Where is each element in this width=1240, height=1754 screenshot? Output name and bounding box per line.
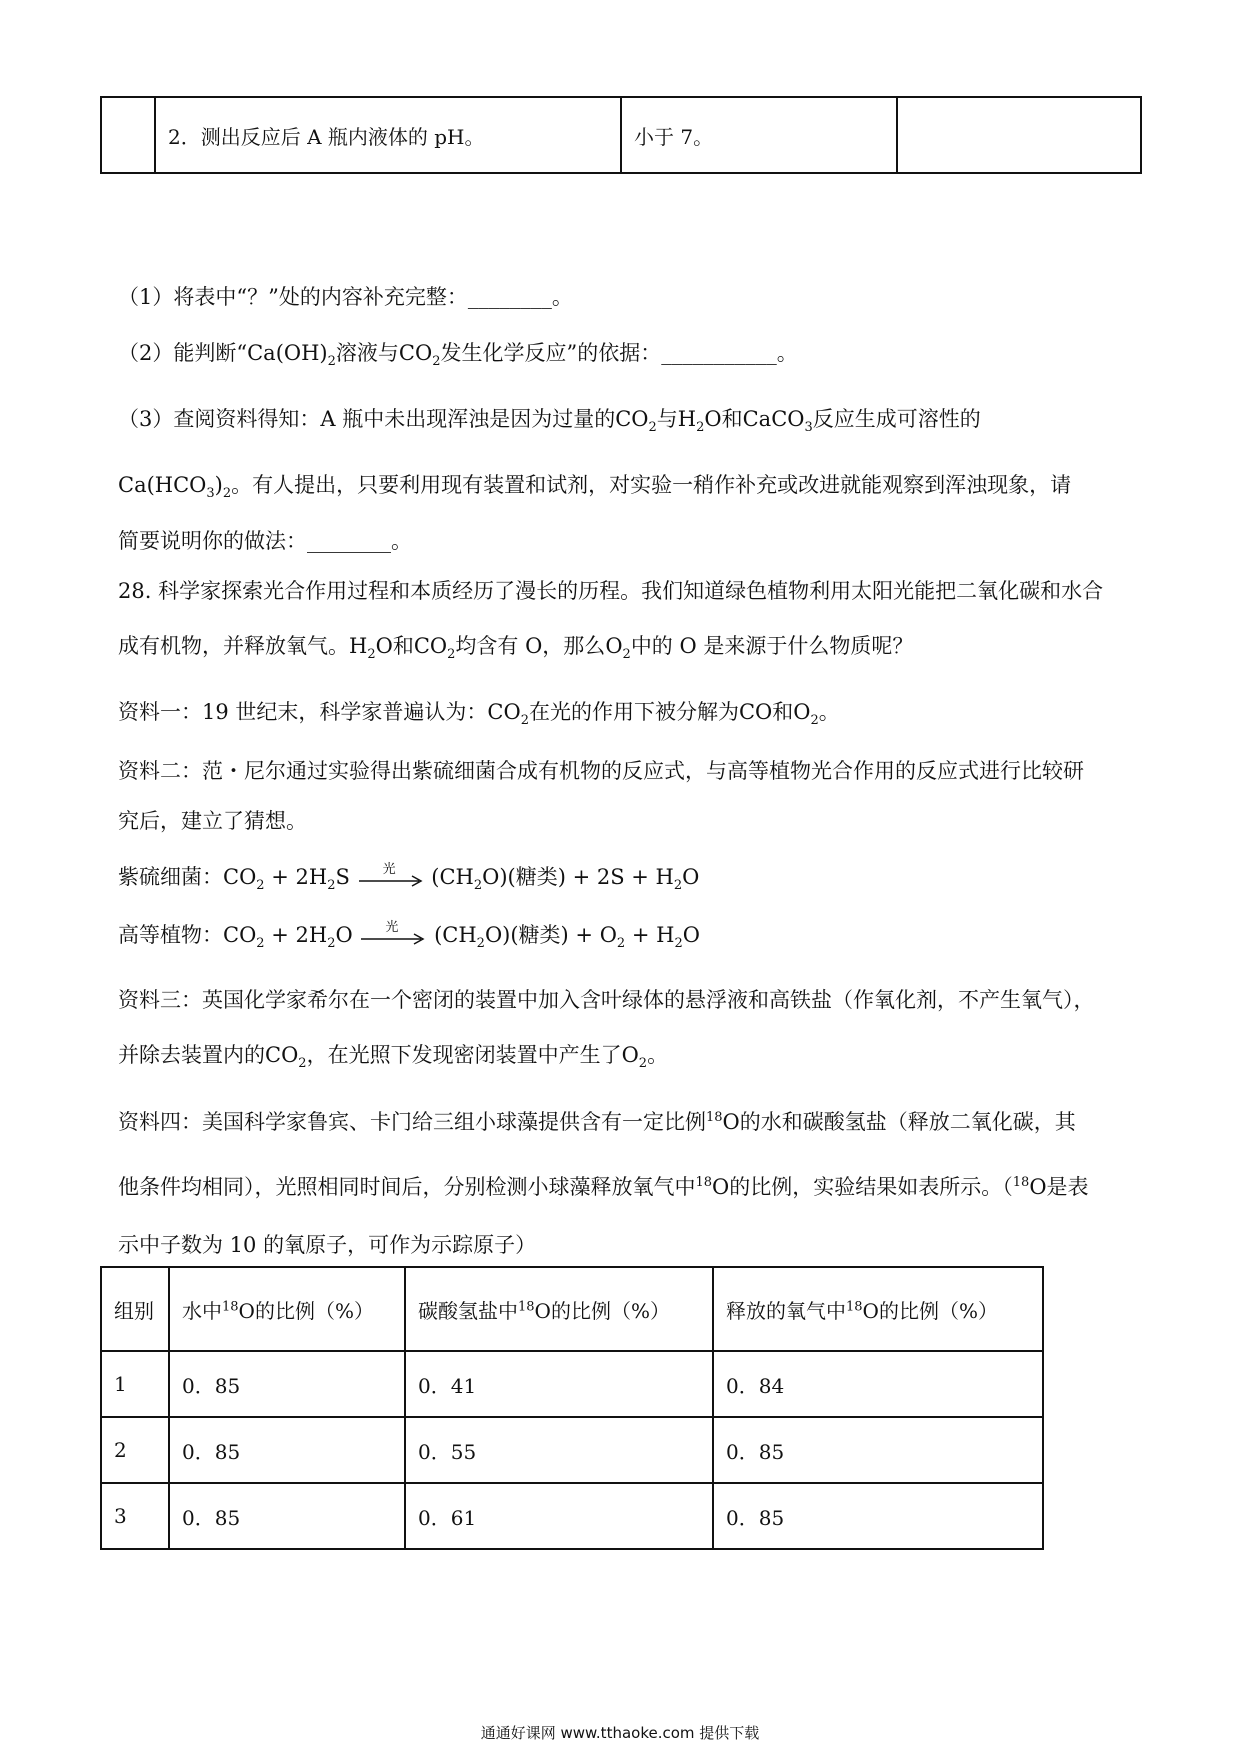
table-cell: 0．85 — [169, 1351, 405, 1417]
isotope-table — [100, 1266, 1044, 1550]
table-cell: 0．84 — [713, 1351, 1043, 1417]
table-cell — [101, 97, 155, 173]
table-cell: 0．55 — [405, 1417, 713, 1483]
q27-part3-cont: $Ca(HCO_3)_2$。有人提出，只要利用现有装置和试剂，对实验一稍作补充或改进就能观察到浑浊现象，请 — [118, 473, 1072, 502]
answer-blank[interactable]: ________ — [467, 285, 552, 309]
page-footer: 通通好课网 www.tthaoke.com 提供下载 — [480, 1724, 760, 1742]
table-cell: 3 — [101, 1483, 169, 1549]
material-1: 资料一：19 世纪末，科学家普遍认为：$CO_2$在光的作用下被分解为CO和$O_2$。 — [118, 700, 840, 729]
header-water: 水中$^{18}$O的比例（%） — [169, 1267, 405, 1351]
answer-blank[interactable]: ___________ — [661, 341, 777, 365]
q27-part3: （3）查阅资料得知：A 瓶中未出现浑浊是因为过量的$CO_2$与$H_2O$和CaCO$_3$反应生成可溶性的 — [118, 407, 981, 436]
material-2-cont: 究后，建立了猜想。 — [118, 809, 307, 833]
q27-part1: （1）将表中“？”处的内容补充完整：________。 — [118, 285, 573, 309]
table-cell: 0．85 — [713, 1417, 1043, 1483]
material-4: 资料四：美国科学家鲁宾、卡门给三组小球藻提供含有一定比例$^{18}$O的水和碳酸氢盐（释放二氧化碳，其 — [118, 1110, 1076, 1134]
table-cell: 0．85 — [169, 1417, 405, 1483]
table-header-row — [101, 1267, 1043, 1351]
table-cell: 0．61 — [405, 1483, 713, 1549]
table-row — [101, 97, 1141, 173]
answer-blank[interactable]: ________ — [307, 529, 391, 553]
table-cell: 2．测出反应后 A 瓶内液体的 pH。 — [155, 97, 621, 173]
header-oxygen: 释放的氧气中$^{18}$O的比例（%） — [713, 1267, 1043, 1351]
table-cell: 1 — [101, 1351, 169, 1417]
q28-intro-cont: 成有机物，并释放氧气。$H_2O$和$CO_2$均含有 O，那么$O_2$中的 O 是来源于什么物质呢？ — [118, 634, 914, 663]
header-bicarbonate: 碳酸氢盐中$^{18}$O的比例（%） — [405, 1267, 713, 1351]
equation-purple-bacteria: 紫硫细菌：$CO_2 + 2H_2S$ 光 $(CH_2O)$(糖类) + $2S + H_2O$ — [118, 861, 700, 894]
material-4-cont: 他条件均相同），光照相同时间后，分别检测小球藻释放氧气中$^{18}$O的比例，实验结果如表所示。（$^{18}$O是表 — [118, 1175, 1089, 1199]
material-3-cont: 并除去装置内的$CO_2$，在光照下发现密闭装置中产生了$O_2$。 — [118, 1043, 669, 1072]
table-cell: 0．85 — [713, 1483, 1043, 1549]
table-cell: 0．85 — [169, 1483, 405, 1549]
table-cell — [897, 97, 1141, 173]
q28-intro: 28. 科学家探索光合作用过程和本质经历了漫长的历程。我们知道绿色植物利用太阳光能把二氧化碳和水合 — [118, 579, 1104, 603]
table-cell: 2 — [101, 1417, 169, 1483]
header-group: 组别 — [101, 1267, 169, 1351]
q27-part2: （2）能判断“$Ca(OH)_2$溶液与$CO_2$发生化学反应”的依据：___________。 — [118, 341, 798, 370]
reaction-arrow: 光 — [357, 869, 425, 889]
table-row — [101, 1351, 1043, 1417]
equation-higher-plants: 高等植物：$CO_2 + 2H_2O$ 光 $(CH_2O)$(糖类) + $O_2 + H_2O$ — [118, 919, 700, 952]
table-row — [101, 1483, 1043, 1549]
table-cell: 小于 7。 — [621, 97, 897, 173]
material-4-end: 示中子数为 10 的氧原子，可作为示踪原子） — [118, 1233, 537, 1257]
q27-part3-end: 简要说明你的做法：________。 — [118, 529, 412, 553]
material-2: 资料二：范・尼尔通过实验得出紫硫细菌合成有机物的反应式，与高等植物光合作用的反应式进行比较研 — [118, 759, 1084, 783]
table-row — [101, 1417, 1043, 1483]
top-table — [100, 96, 1142, 174]
reaction-arrow: 光 — [359, 927, 427, 947]
material-3: 资料三：英国化学家希尔在一个密闭的装置中加入含叶绿体的悬浮液和高铁盐（作氧化剂，不产生氧气）， — [118, 988, 1095, 1012]
table-cell: 0．41 — [405, 1351, 713, 1417]
